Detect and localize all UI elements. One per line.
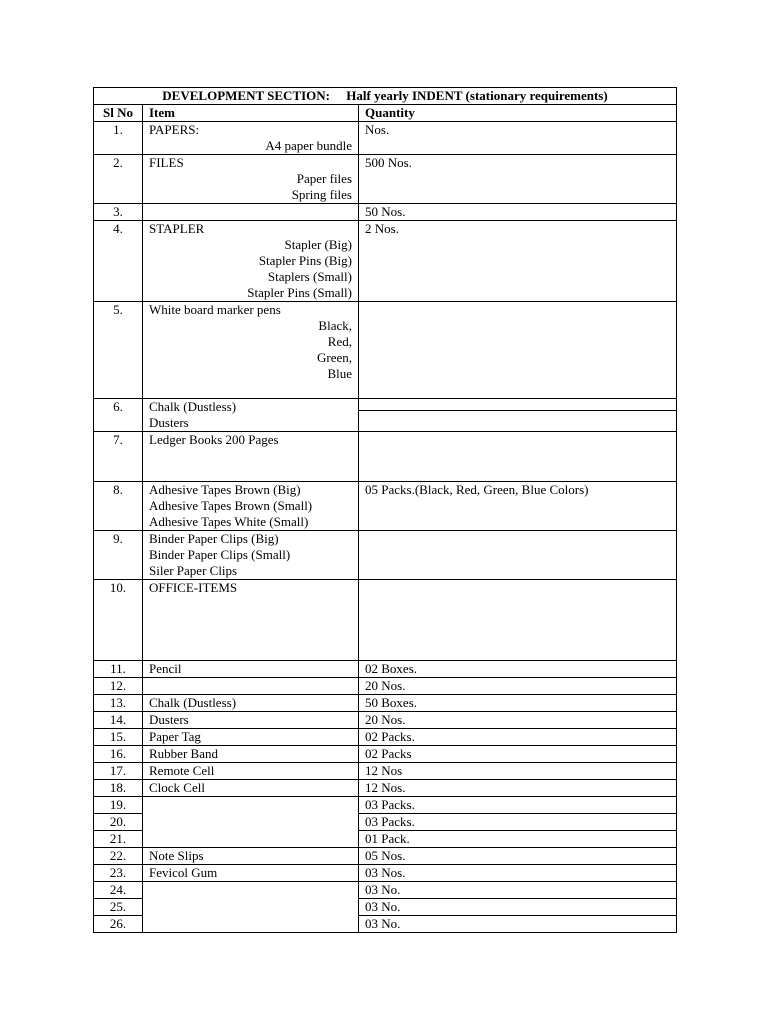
table-row — [94, 221, 677, 302]
sl-no-cell: 4. — [94, 221, 143, 302]
quantity-cell: 12 Nos — [359, 763, 677, 780]
quantity-cell: 03 Packs. — [359, 814, 677, 831]
table-row — [94, 729, 677, 746]
sub-item: Spring files — [291, 187, 352, 202]
quantity-cell: 50 Nos. — [359, 204, 677, 221]
quantity-cell: 500 Nos. — [359, 155, 677, 204]
item-cell — [143, 797, 359, 848]
quantity-cell — [359, 410, 677, 431]
quantity-cell: 20 Nos. — [359, 712, 677, 729]
table-row — [94, 848, 677, 865]
sl-no-cell: 5. — [94, 302, 143, 399]
quantity-cell: 20 Nos. — [359, 678, 677, 695]
sl-no-cell: 25. — [94, 899, 143, 916]
item-cell — [143, 482, 359, 531]
table-row — [94, 746, 677, 763]
table-row — [94, 482, 677, 531]
sl-no-cell: 18. — [94, 780, 143, 797]
item-cell — [143, 122, 359, 155]
item-label: FILES — [149, 155, 184, 170]
table-row — [94, 399, 677, 411]
header-item: Item — [143, 105, 359, 122]
sub-item: Paper files — [296, 171, 352, 186]
table-row — [94, 580, 677, 661]
table-row — [94, 865, 677, 882]
item-cell: OFFICE-ITEMS — [143, 580, 359, 661]
sl-no-cell: 17. — [94, 763, 143, 780]
sl-no-cell: 6. — [94, 399, 143, 432]
quantity-cell: 05 Packs.(Black, Red, Green, Blue Colors) — [359, 482, 677, 531]
item-cell — [143, 221, 359, 302]
item-label: Binder Paper Clips (Small) — [149, 547, 291, 562]
sub-item: Green, — [316, 350, 352, 365]
sl-no-cell: 12. — [94, 678, 143, 695]
sl-no-cell: 24. — [94, 882, 143, 899]
item-cell: Remote Cell — [143, 763, 359, 780]
sl-no-cell: 14. — [94, 712, 143, 729]
item-cell: Rubber Band — [143, 746, 359, 763]
item-label: Binder Paper Clips (Big) — [149, 531, 279, 546]
quantity-cell: 01 Pack. — [359, 831, 677, 848]
sl-no-cell: 3. — [94, 204, 143, 221]
quantity-cell: 03 Packs. — [359, 797, 677, 814]
quantity-cell — [359, 399, 677, 411]
item-cell: Paper Tag — [143, 729, 359, 746]
table-row — [94, 763, 677, 780]
sub-item: Blue — [327, 366, 352, 381]
table-row — [94, 155, 677, 204]
quantity-cell: 03 No. — [359, 916, 677, 933]
table-row — [94, 122, 677, 155]
header-sl-no: Sl No — [94, 105, 143, 122]
table-row — [94, 797, 677, 814]
table-row — [94, 678, 677, 695]
table-row — [94, 712, 677, 729]
table-row — [94, 302, 677, 399]
title-description: Half yearly INDENT (stationary requirements) — [346, 88, 608, 103]
quantity-cell: 02 Packs. — [359, 729, 677, 746]
item-label: Adhesive Tapes Brown (Small) — [149, 498, 313, 513]
sl-no-cell: 26. — [94, 916, 143, 933]
table-row — [94, 695, 677, 712]
table-row — [94, 882, 677, 899]
item-cell: Fevicol Gum — [143, 865, 359, 882]
header-row — [94, 105, 677, 122]
table-row — [94, 661, 677, 678]
indent-table — [93, 87, 677, 933]
quantity-cell: 50 Boxes. — [359, 695, 677, 712]
sl-no-cell: 2. — [94, 155, 143, 204]
quantity-cell: 02 Packs — [359, 746, 677, 763]
item-cell — [143, 155, 359, 204]
sl-no-cell: 7. — [94, 432, 143, 482]
sub-item: Staplers (Small) — [267, 269, 352, 284]
header-quantity: Quantity — [359, 105, 677, 122]
sl-no-cell: 1. — [94, 122, 143, 155]
table-row — [94, 432, 677, 482]
sl-no-cell: 23. — [94, 865, 143, 882]
sl-no-cell: 13. — [94, 695, 143, 712]
quantity-cell — [359, 580, 677, 661]
table-row — [94, 780, 677, 797]
sub-item: Stapler (Big) — [284, 237, 352, 252]
item-cell — [143, 678, 359, 695]
sl-no-cell: 21. — [94, 831, 143, 848]
table-title — [94, 88, 677, 105]
item-cell: Note Slips — [143, 848, 359, 865]
sl-no-cell: 8. — [94, 482, 143, 531]
sl-no-cell: 11. — [94, 661, 143, 678]
quantity-cell — [359, 432, 677, 482]
quantity-cell — [359, 531, 677, 580]
sl-no-cell: 15. — [94, 729, 143, 746]
sl-no-cell: 10. — [94, 580, 143, 661]
item-label: Siler Paper Clips — [149, 563, 238, 578]
item-cell: Dusters — [143, 712, 359, 729]
sl-no-cell: 16. — [94, 746, 143, 763]
table-row — [94, 204, 677, 221]
item-cell: Pencil — [143, 661, 359, 678]
item-label: White board marker pens — [149, 302, 281, 317]
sub-item: Stapler Pins (Big) — [258, 253, 352, 268]
item-label: Adhesive Tapes Brown (Big) — [149, 482, 301, 497]
item-cell — [143, 882, 359, 933]
sub-item: A4 paper bundle — [265, 138, 352, 153]
sl-no-cell: 20. — [94, 814, 143, 831]
quantity-cell: 03 No. — [359, 882, 677, 899]
item-cell — [143, 531, 359, 580]
item-cell — [143, 399, 359, 432]
quantity-cell: Nos. — [359, 122, 677, 155]
item-cell: Chalk (Dustless) — [143, 695, 359, 712]
item-cell: Clock Cell — [143, 780, 359, 797]
sl-no-cell: 19. — [94, 797, 143, 814]
item-cell — [143, 302, 359, 399]
sl-no-cell: 22. — [94, 848, 143, 865]
quantity-cell: 03 No. — [359, 899, 677, 916]
item-label: Chalk (Dustless) — [149, 399, 237, 414]
quantity-cell — [359, 302, 677, 399]
sl-no-cell: 9. — [94, 531, 143, 580]
item-label: PAPERS: — [149, 122, 200, 137]
sub-item: Red, — [327, 334, 352, 349]
table-row — [94, 531, 677, 580]
sub-item: Stapler Pins (Small) — [247, 285, 352, 300]
quantity-cell: 2 Nos. — [359, 221, 677, 302]
item-cell — [143, 204, 359, 221]
item-label: Dusters — [149, 415, 189, 430]
item-cell: Ledger Books 200 Pages — [143, 432, 359, 482]
quantity-cell: 03 Nos. — [359, 865, 677, 882]
quantity-cell: 02 Boxes. — [359, 661, 677, 678]
quantity-cell: 05 Nos. — [359, 848, 677, 865]
item-label: STAPLER — [149, 221, 205, 236]
quantity-cell: 12 Nos. — [359, 780, 677, 797]
title-row — [94, 88, 677, 105]
title-section: DEVELOPMENT SECTION: — [162, 88, 331, 103]
sub-item: Black, — [318, 318, 352, 333]
item-label: Adhesive Tapes White (Small) — [149, 514, 309, 529]
